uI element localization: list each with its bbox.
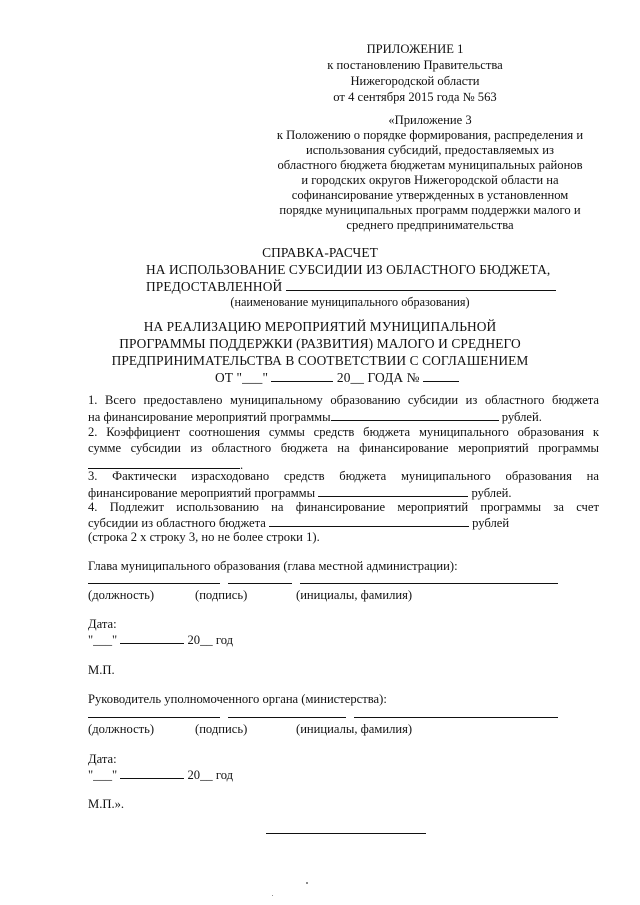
item-4-note: (строка 2 x строку 3, но не более строки 1). bbox=[88, 530, 320, 544]
signature-caption: (подпись) bbox=[195, 722, 248, 736]
position-caption: (должность) bbox=[88, 722, 155, 736]
name-caption: (инициалы, фамилия) bbox=[296, 722, 413, 736]
item-3-line: 3. Фактически израсходовано средств бюджета муниципального образования на bbox=[88, 469, 599, 483]
appendix3-line: к Положению о порядке формирования, распределения и bbox=[276, 128, 584, 142]
item-3-line bbox=[88, 485, 512, 501]
date-month-field[interactable] bbox=[120, 632, 184, 644]
position-line[interactable] bbox=[88, 717, 220, 718]
item-4-text: субсидии из областного бюджета bbox=[88, 516, 266, 530]
item-1-line: 1. Всего предоставлено муниципальному образованию субсидии из областного бюджета bbox=[88, 393, 599, 407]
agreement-date-day[interactable]: ОТ "___" bbox=[215, 370, 269, 385]
item-1-unit: рублей. bbox=[501, 410, 542, 424]
municipality-name-field[interactable] bbox=[286, 279, 556, 291]
municipality-hint: (наименование муниципального образования) bbox=[230, 295, 470, 309]
seal-mark: М.П. bbox=[88, 663, 115, 677]
appendix3-line: среднего предпринимательства bbox=[346, 218, 514, 232]
scan-speck bbox=[272, 895, 273, 896]
agreement-number-field[interactable] bbox=[423, 370, 459, 382]
item-4-line bbox=[88, 515, 509, 531]
signature-line[interactable] bbox=[228, 583, 292, 584]
appendix-number: ПРИЛОЖЕНИЕ 1 bbox=[366, 42, 464, 56]
appendix3-line: «Приложение 3 bbox=[388, 113, 472, 127]
appendix-ref-line: Нижегородской области bbox=[350, 74, 480, 88]
title-line: НА РЕАЛИЗАЦИЮ МЕРОПРИЯТИЙ МУНИЦИПАЛЬНОЙ bbox=[143, 319, 497, 334]
item-3-amount-field[interactable] bbox=[318, 485, 468, 497]
name-caption: (инициалы, фамилия) bbox=[296, 588, 413, 602]
position-caption: (должность) bbox=[88, 588, 155, 602]
title-line: СПРАВКА-РАСЧЕТ bbox=[262, 245, 378, 260]
date-line bbox=[88, 632, 233, 648]
signature-line[interactable] bbox=[228, 717, 346, 718]
title-line: ПРЕДПРИНИМАТЕЛЬСТВА В СООТВЕТСТВИИ С СОГЛАШЕНИЕМ bbox=[111, 353, 529, 368]
agreement-date-line bbox=[215, 370, 459, 386]
date-year[interactable]: 20__ год bbox=[187, 768, 234, 782]
date-label: Дата: bbox=[88, 617, 117, 631]
title-line bbox=[146, 279, 556, 295]
item-2-end: . bbox=[240, 458, 244, 472]
appendix3-line: областного бюджета бюджетам муниципальных районов bbox=[277, 158, 583, 172]
name-line[interactable] bbox=[354, 717, 558, 718]
item-4-unit: рублей bbox=[472, 516, 510, 530]
date-day[interactable]: "___" bbox=[88, 633, 118, 647]
item-2-coefficient-field[interactable] bbox=[88, 457, 240, 469]
scan-speck bbox=[306, 882, 308, 884]
item-3-unit: рублей. bbox=[471, 486, 512, 500]
item-1-text: на финансирование мероприятий программы bbox=[88, 410, 331, 424]
agreement-date-month-field[interactable] bbox=[271, 370, 333, 382]
seal-mark: М.П.». bbox=[88, 797, 125, 811]
appendix3-line: и городских округов Нижегородской области на bbox=[301, 173, 559, 187]
date-day[interactable]: "___" bbox=[88, 768, 118, 782]
item-1-amount-field[interactable] bbox=[331, 409, 499, 421]
signature-caption: (подпись) bbox=[195, 588, 248, 602]
appendix3-line: порядке муниципальных программ поддержки малого и bbox=[279, 203, 581, 217]
head-signature-title: Глава муниципального образования (глава местной администрации): bbox=[88, 559, 458, 573]
item-1-line bbox=[88, 409, 542, 425]
item-3-text: финансирование мероприятий программы bbox=[88, 486, 316, 500]
date-month-field[interactable] bbox=[120, 767, 184, 779]
closing-separator-line bbox=[266, 833, 426, 834]
appendix3-line: использования субсидий, предоставляемых из bbox=[305, 143, 555, 157]
item-4-line: 4. Подлежит использованию на финансирование мероприятий программы за счет bbox=[88, 500, 599, 514]
position-line[interactable] bbox=[88, 583, 220, 584]
title-line: НА ИСПОЛЬЗОВАНИЕ СУБСИДИИ ИЗ ОБЛАСТНОГО БЮДЖЕТА, bbox=[146, 262, 551, 277]
item-2-line: 2. Коэффициент соотношения суммы средств бюджета муниципального образования к bbox=[88, 425, 599, 439]
appendix-ref-line: от 4 сентября 2015 года № 563 bbox=[333, 90, 497, 104]
agreement-date-year[interactable]: 20__ ГОДА № bbox=[336, 370, 420, 385]
item-4-amount-field[interactable] bbox=[269, 515, 469, 527]
date-label: Дата: bbox=[88, 752, 117, 766]
appendix3-line: софинансирование утвержденных в установленном bbox=[291, 188, 569, 202]
name-line[interactable] bbox=[300, 583, 558, 584]
item-2-line: сумме субсидии из областного бюджета на финансирование мероприятий программы bbox=[88, 441, 599, 455]
authority-signature-title: Руководитель уполномоченного органа (министерства): bbox=[88, 692, 387, 706]
date-year[interactable]: 20__ год bbox=[187, 633, 234, 647]
title-line: ПРОГРАММЫ ПОДДЕРЖКИ (РАЗВИТИЯ) МАЛОГО И СРЕДНЕГО bbox=[119, 336, 521, 351]
appendix-ref-line: к постановлению Правительства bbox=[327, 58, 503, 72]
date-line bbox=[88, 767, 233, 783]
title-text: ПРЕДОСТАВЛЕННОЙ bbox=[146, 279, 283, 294]
